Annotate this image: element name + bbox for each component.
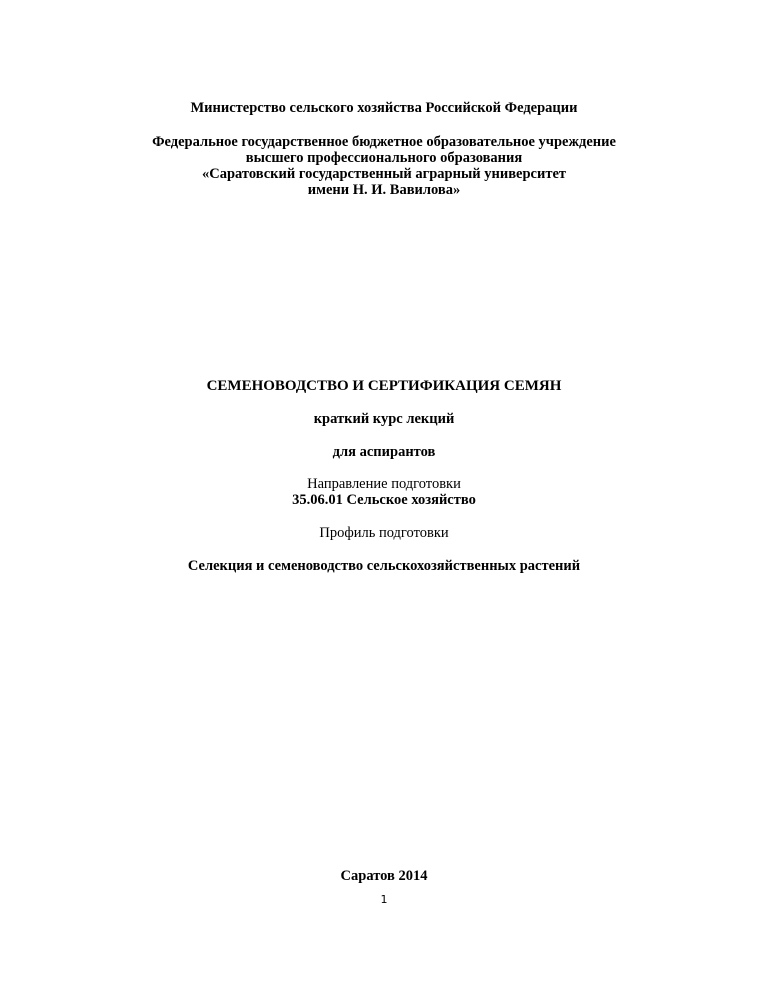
direction-value: 35.06.01 Сельское хозяйство [292,492,476,508]
institution-line-3: «Саратовский государственный аграрный университет [201,166,567,182]
profile-value: Селекция и семеноводство сельскохозяйственных растений [187,558,581,574]
document-title: СЕМЕНОВОДСТВО И СЕРТИФИКАЦИЯ СЕМЯН [206,378,562,394]
audience-label: для аспирантов [332,444,436,460]
institution-line-2: высшего профессионального образования [245,150,523,166]
profile-label: Профиль подготовки [319,525,449,541]
institution-line-1: Федеральное государственное бюджетное образовательное учреждение [152,134,616,150]
ministry-heading: Министерство сельского хозяйства Российской Федерации [190,100,578,116]
page-number: 1 [380,893,388,906]
place-year: Саратов 2014 [340,868,428,884]
institution-line-4: имени Н. И. Вавилова» [307,182,461,198]
document-subtitle: краткий курс лекций [313,411,455,427]
direction-label: Направление подготовки [307,476,461,492]
